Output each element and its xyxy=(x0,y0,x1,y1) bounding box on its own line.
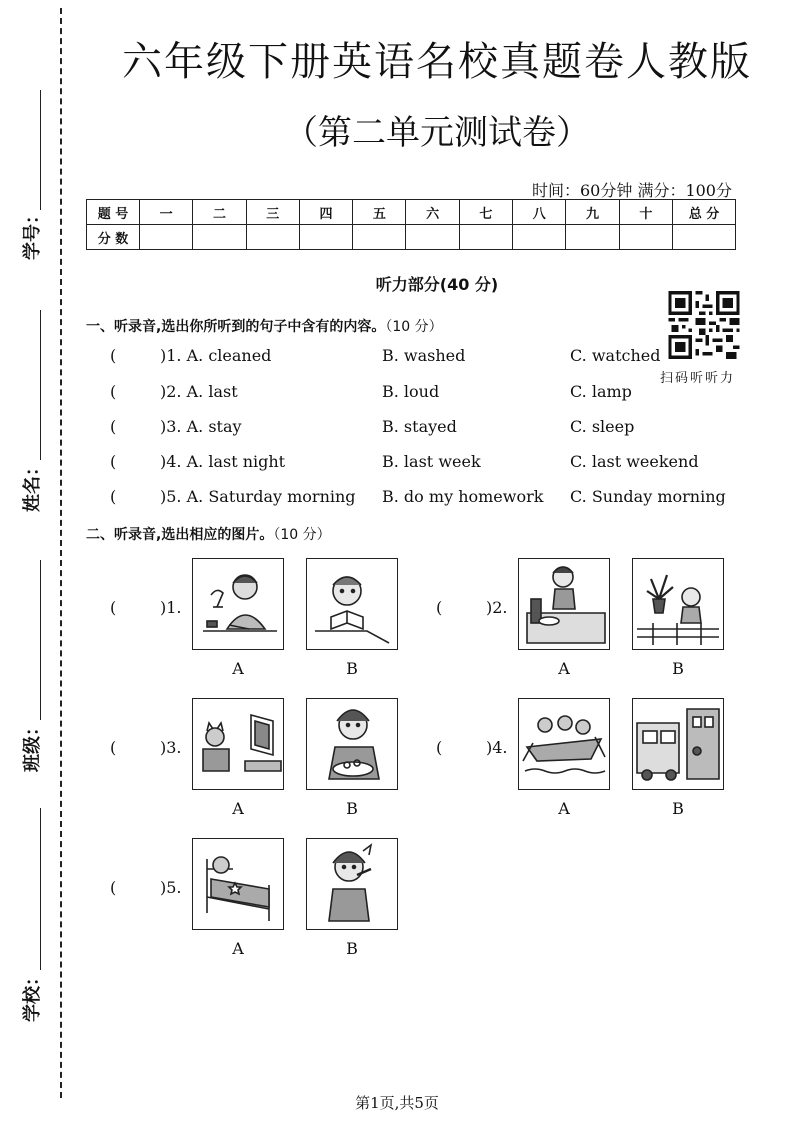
score-cell[interactable] xyxy=(513,225,566,250)
score-cell[interactable] xyxy=(193,225,246,250)
question-option-a: )3. A. stay xyxy=(160,417,242,436)
class-line xyxy=(40,560,41,720)
score-cell[interactable] xyxy=(353,225,406,250)
picture-boy-reading-book[interactable] xyxy=(306,558,398,650)
question-option-a: )1. A. cleaned xyxy=(160,346,272,365)
part1-question xyxy=(110,382,730,404)
part2-title xyxy=(86,524,331,544)
question-option-b: B. last week xyxy=(382,452,481,471)
picture-cat-watching-tv[interactable] xyxy=(192,698,284,790)
listening-section-heading: 听力部分(40 分) xyxy=(375,275,499,294)
score-table-header: 七 xyxy=(459,200,512,225)
score-table xyxy=(86,199,736,250)
score-table-score-row xyxy=(87,225,736,250)
part1-question xyxy=(110,452,730,474)
answer-paren[interactable]: ( xyxy=(436,598,443,617)
score-table-header: 总 分 xyxy=(673,200,736,225)
picture-label-a: A xyxy=(232,659,244,678)
question-option-c: C. Sunday morning xyxy=(570,487,726,506)
question-number: )3. xyxy=(160,738,182,757)
page-title: 六年级下册英语名校真题卷人教版 xyxy=(122,39,752,85)
page-subtitle: （第二单元测试卷） xyxy=(284,113,590,153)
answer-paren[interactable]: ( xyxy=(110,346,117,365)
name-line xyxy=(40,310,41,460)
picture-label-b: B xyxy=(672,659,684,678)
page-footer: 第1页,共5页 xyxy=(355,1094,439,1112)
student-number-field[interactable] xyxy=(14,90,48,270)
score-table-header: 十 xyxy=(619,200,672,225)
score-row-label: 分 数 xyxy=(87,225,140,250)
school-line xyxy=(40,808,41,970)
score-cell[interactable] xyxy=(299,225,352,250)
picture-label-a: A xyxy=(232,939,244,958)
question-option-b: B. washed xyxy=(382,346,466,365)
score-cell[interactable] xyxy=(459,225,512,250)
score-table-header: 五 xyxy=(353,200,406,225)
part1-question xyxy=(110,487,730,509)
question-option-a: )5. A. Saturday morning xyxy=(160,487,356,506)
score-cell[interactable] xyxy=(619,225,672,250)
picture-label-b: B xyxy=(346,659,358,678)
picture-cat-sleeping-bed[interactable] xyxy=(192,838,284,930)
answer-paren[interactable]: ( xyxy=(110,598,117,617)
answer-paren[interactable]: ( xyxy=(436,738,443,757)
part1-question xyxy=(110,346,730,368)
class-field[interactable] xyxy=(14,560,48,780)
picture-girl-washing-clothes[interactable] xyxy=(518,558,610,650)
question-number: )1. xyxy=(160,598,182,617)
score-table-header: 题 号 xyxy=(87,200,140,225)
score-table-header: 二 xyxy=(193,200,246,225)
question-option-b: B. stayed xyxy=(382,417,457,436)
question-number: )5. xyxy=(160,878,182,897)
school-field[interactable] xyxy=(14,808,48,1028)
picture-girl-watering-plant[interactable] xyxy=(632,558,724,650)
score-cell[interactable] xyxy=(406,225,459,250)
picture-label-a: A xyxy=(232,799,244,818)
question-option-c: C. sleep xyxy=(570,417,635,436)
answer-paren[interactable]: ( xyxy=(110,487,117,506)
picture-street-bus[interactable] xyxy=(632,698,724,790)
binding-dashed-line xyxy=(60,8,62,1098)
part1-title xyxy=(86,316,443,336)
part1-question xyxy=(110,417,730,439)
question-number: )4. xyxy=(486,738,508,757)
part1-points: （10 分） xyxy=(385,319,443,335)
picture-label-a: A xyxy=(558,799,570,818)
answer-paren[interactable]: ( xyxy=(110,878,117,897)
score-cell[interactable] xyxy=(140,225,193,250)
score-table-header: 四 xyxy=(299,200,352,225)
score-table-header: 六 xyxy=(406,200,459,225)
question-option-b: B. do my homework xyxy=(382,487,544,506)
score-cell[interactable] xyxy=(566,225,619,250)
score-table-header: 八 xyxy=(513,200,566,225)
picture-label-b: B xyxy=(346,799,358,818)
picture-children-rowing-boat[interactable] xyxy=(518,698,610,790)
class-label: 班级： xyxy=(22,718,43,772)
question-option-c: C. watched xyxy=(570,346,661,365)
picture-boy-studying-lamp[interactable] xyxy=(192,558,284,650)
name-field[interactable] xyxy=(14,310,48,510)
answer-paren[interactable]: ( xyxy=(110,417,117,436)
question-option-c: C. last weekend xyxy=(570,452,699,471)
picture-label-b: B xyxy=(346,939,358,958)
question-option-b: B. loud xyxy=(382,382,440,401)
name-label: 姓名： xyxy=(22,458,43,512)
part2-points: （10 分） xyxy=(273,527,331,543)
student-number-line xyxy=(40,90,41,210)
score-table-header-row xyxy=(87,200,736,225)
question-option-a: )2. A. last xyxy=(160,382,238,401)
score-cell[interactable] xyxy=(673,225,736,250)
score-table-header: 一 xyxy=(140,200,193,225)
picture-girl-brushing-teeth[interactable] xyxy=(306,838,398,930)
answer-paren[interactable]: ( xyxy=(110,382,117,401)
score-table-header: 三 xyxy=(246,200,299,225)
time-info: 时间：60分钟 满分：100分 xyxy=(532,181,732,200)
student-number-label: 学号： xyxy=(22,206,43,260)
picture-girl-washing-hands[interactable] xyxy=(306,698,398,790)
question-number: )2. xyxy=(486,598,508,617)
qr-caption: 扫码听听力 xyxy=(660,371,736,386)
picture-label-a: A xyxy=(558,659,570,678)
picture-label-b: B xyxy=(672,799,684,818)
part2-title-text: 二、听录音,选出相应的图片。 xyxy=(86,527,274,543)
part1-title-text: 一、听录音,选出你所听到的句子中含有的内容。 xyxy=(86,319,386,335)
answer-paren[interactable]: ( xyxy=(110,452,117,471)
answer-paren[interactable]: ( xyxy=(110,738,117,757)
score-table-header: 九 xyxy=(566,200,619,225)
school-label: 学校： xyxy=(22,968,43,1022)
question-option-a: )4. A. last night xyxy=(160,452,286,471)
score-cell[interactable] xyxy=(246,225,299,250)
question-option-c: C. lamp xyxy=(570,382,632,401)
